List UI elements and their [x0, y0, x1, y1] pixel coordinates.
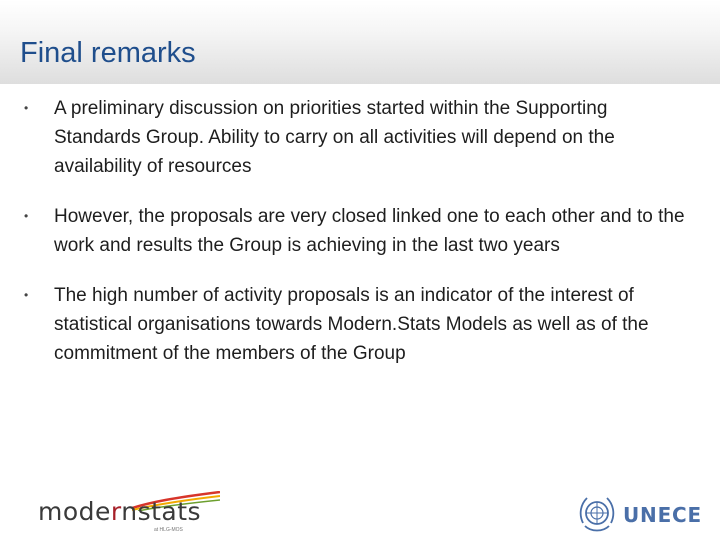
bullet-dot: •: [24, 209, 29, 223]
slide-title: Final remarks: [20, 37, 196, 69]
logo-wordmark: [38, 497, 201, 527]
modernstats-logo: [38, 488, 216, 536]
logo-text-accent: r: [110, 497, 122, 526]
unece-logo: [575, 490, 720, 538]
logo-text-start: mode: [38, 497, 111, 526]
bullet-item: [24, 202, 694, 260]
un-emblem-icon: [575, 493, 619, 537]
bullet-list: [24, 94, 694, 389]
bullet-text: A preliminary discussion on priorities started within the Supporting Standards Group. Ability to carry on all activities will depend on the availability of resources: [54, 98, 615, 177]
bullet-item: [24, 281, 694, 368]
bullet-text: The high number of activity proposals is an indicator of the interest of statistical organisations towards Modern.Stats Models as well as of the commitment of the members of the Group: [54, 285, 649, 364]
bullet-dot: •: [24, 288, 29, 302]
bullet-dot: •: [24, 101, 29, 115]
logo-text-end: nstats: [121, 497, 202, 526]
unece-wordmark: UNECE: [623, 503, 702, 527]
bullet-text: However, the proposals are very closed linked one to each other and to the work and results the Group is achieving in the last two years: [54, 206, 685, 256]
logo-subtext: at HLG-MOS: [154, 527, 183, 533]
bullet-item: [24, 94, 694, 181]
